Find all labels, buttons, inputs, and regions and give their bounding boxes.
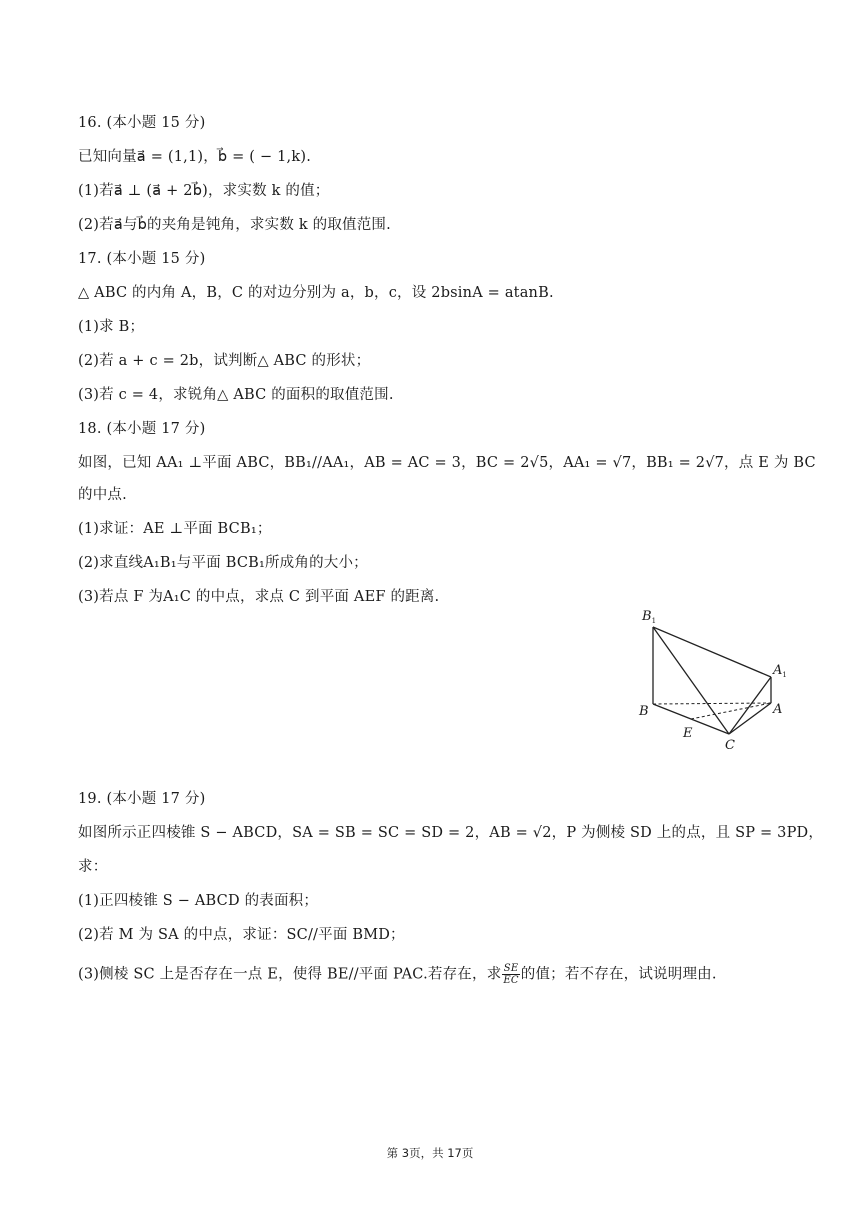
page-footer: 第 3页，共 17页 bbox=[386, 1146, 474, 1160]
q17-part2: (2)若 a + c = 2b，试判断△ ABC 的形状； bbox=[78, 353, 371, 369]
edge-ea-hidden bbox=[691, 703, 771, 719]
q16-part2: (2)若a⃗与b⃗的夹角是钝角，求实数 k 的取值范围. bbox=[78, 217, 391, 233]
q19-part2: (2)若 M 为 SA 的中点，求证：SC//平面 BMD； bbox=[78, 927, 405, 943]
fraction-denominator: EC bbox=[503, 975, 519, 986]
label-a: A bbox=[773, 702, 783, 717]
q19-stem-line2: 求： bbox=[78, 859, 108, 875]
label-b: B bbox=[639, 704, 649, 719]
q18-stem-line1: 如图，已知 AA₁ ⊥平面 ABC，BB₁//AA₁，AB = AC = 3，BC = 2√5，AA₁ = √7，BB₁ = 2√7，点 E 为 BC bbox=[78, 455, 816, 471]
q17-part3: (3)若 c = 4，求锐角△ ABC 的面积的取值范围. bbox=[78, 387, 394, 403]
q18-header: 18. (本小题 17 分) bbox=[78, 421, 206, 437]
q18-stem-line2: 的中点. bbox=[78, 487, 127, 503]
label-a1: $A_1$ bbox=[773, 663, 787, 679]
q19-part3-text-before: (3)侧棱 SC 上是否存在一点 E，使得 BE//平面 PAC.若存在，求 bbox=[78, 966, 502, 983]
q18-part3: (3)若点 F 为A₁C 的中点，求点 C 到平面 AEF 的距离. bbox=[78, 589, 440, 605]
q18-part2: (2)求直线A₁B₁与平面 BCB₁所成角的大小； bbox=[78, 555, 368, 571]
ratio-fraction bbox=[502, 963, 519, 986]
edge-ca bbox=[729, 703, 771, 734]
label-c: C bbox=[725, 738, 735, 753]
q19-part3-text-after: 的值；若不存在，试说明理由. bbox=[520, 966, 717, 983]
q19-header: 19. (本小题 17 分) bbox=[78, 791, 206, 807]
q19-part3 bbox=[78, 963, 717, 986]
edge-a1c bbox=[729, 677, 771, 734]
edge-ba-hidden bbox=[653, 703, 771, 704]
fraction-numerator: SE bbox=[503, 963, 519, 974]
label-e: E bbox=[683, 726, 693, 741]
label-b1: $B_1$ bbox=[642, 609, 657, 625]
q19-stem-line1: 如图所示正四棱锥 S − ABCD，SA = SB = SC = SD = 2，AB = √2，P 为侧棱 SD 上的点，且 SP = 3PD， bbox=[78, 825, 824, 841]
q19-part1: (1)正四棱锥 S − ABCD 的表面积； bbox=[78, 893, 319, 909]
q18-part1: (1)求证：AE ⊥平面 BCB₁； bbox=[78, 521, 272, 537]
q16-header: 16. (本小题 15 分) bbox=[78, 115, 206, 131]
q16-stem: 已知向量a⃗ = (1,1)，b⃗ = ( − 1,k). bbox=[78, 149, 312, 165]
q16-part1: (1)若a⃗ ⊥ (a⃗ + 2b⃗)，求实数 k 的值； bbox=[78, 183, 330, 199]
prism-figure bbox=[636, 606, 796, 756]
q17-header: 17. (本小题 15 分) bbox=[78, 251, 206, 267]
q17-part1: (1)求 B； bbox=[78, 319, 145, 335]
q17-stem: △ ABC 的内角 A，B，C 的对边分别为 a，b，c，设 2bsinA = atanB. bbox=[78, 285, 554, 301]
